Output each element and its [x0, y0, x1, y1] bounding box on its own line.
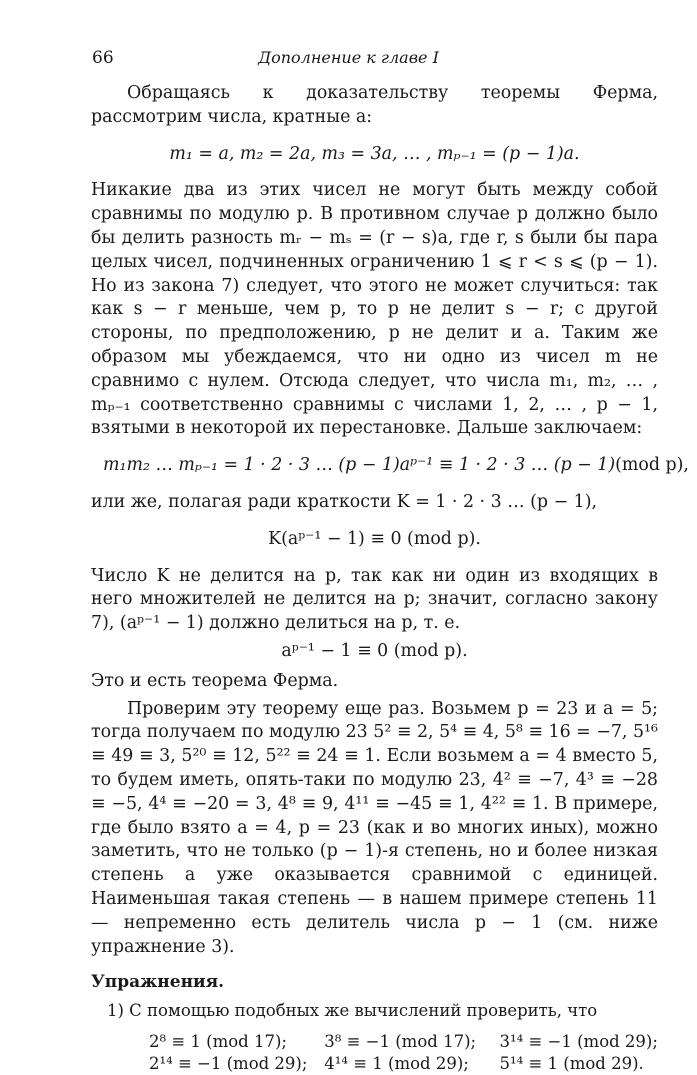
paragraph-k-definition: или же, полагая ради краткости K = 1 · 2 · 3 … (p − 1), — [91, 491, 598, 512]
exercise-1: 1) С помощью подобных же вычислений проверить, что — [107, 1001, 598, 1021]
exercise-equation: 2⁸ ≡ 1 (mod 17); — [149, 1031, 287, 1051]
paragraph-fermat-statement: Это и есть теорема Ферма. — [91, 670, 339, 691]
main-text — [91, 82, 689, 1075]
exercise-equation: 2¹⁴ ≡ −1 (mod 29); — [149, 1053, 308, 1073]
equation-product-main: m₁m₂ … mₚ₋₁ = 1 · 2 · 3 … (p − 1)aᵖ⁻¹ ≡ 1 · 2 · 3 … (p − 1) — [103, 455, 616, 476]
exercise-equation-row — [149, 1053, 658, 1075]
equation-k: K(aᵖ⁻¹ − 1) ≡ 0 (mod p). — [268, 528, 481, 549]
equation-product — [91, 454, 689, 478]
equation-fermat: aᵖ⁻¹ − 1 ≡ 0 (mod p). — [281, 640, 468, 661]
exercises-heading: Упражнения. — [91, 972, 225, 993]
paragraph-proof: Никакие два из этих чисел не могут быть между собой сравнимы по модулю p. В противном случае p должно было бы делить разность mᵣ − mₛ = (r − s)a, где r, s были бы пара целых чисел, подчиненных ограничению 1 ⩽ r < s ⩽ (p − 1). Но из закона 7) следует, что этого не может случиться: так как s − r меньше, чем p, то p не делит s − r; с другой стороны, по предположению, p не делит и a. Таким же образом мы убеждаемся, что ни одно из чисел m не сравнимо с нулем. Отсюда следует, что числа m₁, m₂, … , mₚ₋₁ соответственно сравнимы с числами 1, 2, … , p − 1, взятыми в некоторой их перестановке. Дальше заключаем: — [91, 180, 658, 439]
exercise-equation: 4¹⁴ ≡ 1 (mod 29); — [324, 1053, 469, 1073]
exercise-equation: 3⁸ ≡ −1 (mod 17); — [324, 1031, 477, 1051]
paragraph-intro: Обращаясь к доказательству теоремы Ферма, рассмотрим числа, кратные a: — [91, 83, 658, 127]
equation-product-mod: (mod p), — [615, 455, 689, 476]
exercise-equation-row — [149, 1031, 658, 1053]
paragraph-verification: Проверим эту теорему еще раз. Возьмем p = 23 и a = 5; тогда получаем по модулю 23 5² ≡ 2, 5⁴ ≡ 4, 5⁸ ≡ 16 = −7, 5¹⁶ ≡ 49 ≡ 3, 5²⁰ ≡ 12, 5²² ≡ 24 ≡ 1. Если возьмем a = 4 вместо 5, то будем иметь, опять-таки по модулю 23, 4² ≡ −7, 4³ ≡ −28 ≡ −5, 4⁴ ≡ −20 = 3, 4⁸ ≡ 9, 4¹¹ ≡ −45 ≡ 1, 4²² ≡ 1. В примере, где было взято a = 4, p = 23 (как и во многих иных), можно заметить, что не только (p − 1)-я степень, но и более низкая степень a уже оказывается сравнимой с единицей. Наименьшая такая степень — в нашем примере степень 11 — непременно есть делитель числа p − 1 (см. ниже упражнение 3). — [91, 698, 658, 957]
running-title: Дополнение к главе I — [258, 48, 439, 67]
page-number: 66 — [92, 48, 114, 68]
page-header — [92, 48, 605, 72]
equation-multiples: m₁ = a, m₂ = 2a, m₃ = 3a, … , mₚ₋₁ = (p − 1)a. — [169, 143, 580, 164]
paragraph-k-divisibility: Число K не делится на p, так как ни один из входящих в него множителей не делится на p; значит, согласно закону 7), (aᵖ⁻¹ − 1) должно делиться на p, т. е. — [91, 565, 658, 634]
exercise-1-equations — [149, 1031, 658, 1075]
exercise-equation: 3¹⁴ ≡ −1 (mod 29); — [499, 1031, 658, 1051]
exercise-equation: 5¹⁴ ≡ 1 (mod 29). — [499, 1053, 644, 1073]
